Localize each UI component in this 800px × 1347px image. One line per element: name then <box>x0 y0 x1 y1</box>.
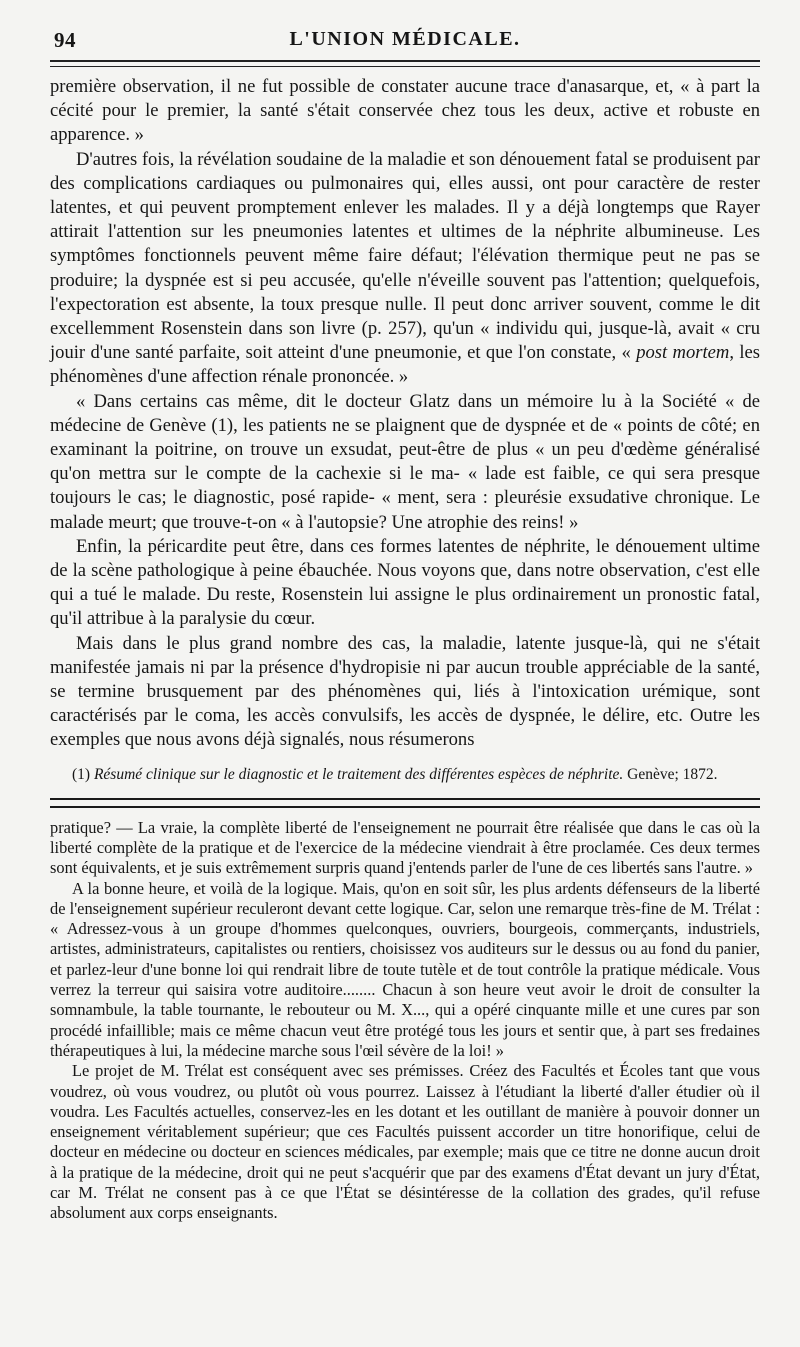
footnote-title: Résumé clinique sur le diagnostic et le traitement des différentes espèces de néphrite. <box>93 765 624 783</box>
feuilleton-paragraph-2: A la bonne heure, et voilà de la logique. Mais, qu'on en soit sûr, les plus ardents défenseurs de la liberté de l'enseignement supérieur reculeront devant cette logique. Car, selon une remarque très-fine de M. Trélat : « Adressez-vous à un groupe d'hommes quelconques, ouvriers, bourgeois, commerçants, industriels, artistes, administrateurs, capitalistes ou rentiers, choisissez vos auditeurs sur le dessus ou au fond du panier, et parlez-leur d'une bonne loi qui rendrait libre de toute tutèle et de tout contrôle la pratique médicale. Vous verrez la terreur qui saisira votre auditoire........ Chacun à son heure veut avoir le droit de consulter la somnambule, la table tournante, le rebouteur ou M. X..., qui a opéré cinquante mille et une cures par son procédé infaillible; mais ce même chacun veut être protégé tous les jours et sentir que, à part ses fredaines thérapeutiques à lui, la médecine marche sous l'œil sévère de la loi! » <box>50 878 760 1060</box>
page-header <box>50 22 760 54</box>
main-article <box>50 75 760 753</box>
header-rule <box>50 60 760 67</box>
complications-text: D'autres fois, la révélation soudaine de la maladie et son dénouement fatal se produisent par des complications cardiaques ou pulmonaires qui, elles aussi, ont pour caractère de rester latentes, et qui peuvent promptement enlever les malades. Il y a déjà longtemps que Rayer attirait l'attention sur les pneumonies latentes et ultimes de la néphrite albumineuse. Les symptômes fonctionnels peuvent même faire défaut; l'élévation thermique peut ne pas se produire; la dyspnée est si peu accusée, qu'elle n'éveille souvent pas l'attention; quelquefois, l'expectoration est absente, la toux presque nulle. Il peut donc arriver souvent, comme le dit excellemment Rosenstein dans son livre (p. 257), qu'un « individu qui, jusque-là, avait « cru jouir d'une santé parfaite, soit atteint d'une pneumonie, et que l'on constate, <box>50 148 760 364</box>
paragraph-pericardite: Enfin, la péricardite peut être, dans ces formes latentes de néphrite, le dénouement ultime de la scène pathologique à peine ébauchée. Nous voyons que, dans notre observation, c'est elle qui a tué le malade. Du reste, Rosenstein lui assigne le plus ordinairement un pronostic fatal, qu'il attribue à la paralysie du cœur. <box>50 535 760 630</box>
feuilleton-paragraph-1: pratique? — La vraie, la complète liberté de l'enseignement ne pourrait être réalisée que dans le cas où la liberté complète de la pratique et de l'exercice de la médecine viendrait à être proclamée. Ces deux termes sont équivalents, et je suis extrêmement surpris quand j'entends parler de l'une de ces libertés sans l'autre. » <box>50 817 760 878</box>
post-mortem-rest: , les phénomènes d'une affection rénale prononcée. » <box>50 342 761 388</box>
page-number: 94 <box>54 28 76 52</box>
paragraph-uremie: Mais dans le plus grand nombre des cas, la maladie, latente jusque-là, qui ne s'était manifestée jamais ni par la présence d'hydropisie ni par aucun trouble appréciable de la santé, se termine brusquement par des phénomènes qui, liés à l'intoxication urémique, sont caractérisés par le coma, les accès convulsifs, les accès de dyspnée, le délire, etc. Outre les exemples que nous avons déjà signalés, nous résumerons <box>50 632 760 751</box>
post-mortem-open-quote: « <box>621 342 637 364</box>
running-title: L'UNION MÉDICALE. <box>289 28 521 50</box>
feuilleton-separator <box>50 798 760 808</box>
paragraph-glatz-quote: « Dans certains cas même, dit le docteur Glatz dans un mémoire lu à la Société « de médecine de Genève (1), les patients ne se plaignent que de dyspnée et de « points de côté; en examinant la poitrine, on trouve un exsudat, peut-être de plus « un peu d'œdème généralisé qu'on mettra sur le compte de la cachexie si le ma- « lade est faible, ce qui sera presque toujours le cas; le diagnostic, posé rapide- « ment, sera : pleurésie exsudative chronique. Le malade meurt; que trouve-t-on « à l'autopsie? Une atrophie des reins! » <box>50 390 760 533</box>
footnote-place-date: Genève; 1872. <box>623 765 718 783</box>
footnote-marker: (1) <box>72 765 94 783</box>
feuilleton-paragraph-3: Le projet de M. Trélat est conséquent avec ses prémisses. Créez des Facultés et Écoles tant que vous voudrez, où vous voudrez, ou plutôt où vous pourrez. Laissez à l'étudiant la liberté d'aller étudier où il voudra. Les Facultés actuelles, conservez-les en les dotant et les outillant de manière à pouvoir donner un enseignement véritablement supérieur; que ces Facultés puissent accorder un titre honorifique, celui de docteur en médecine ou docteur en sciences médicales, par exemple; mais que ce titre ne donne aucun droit à la pratique de la médecine, droit qui ne peut s'acquérir que par des examens d'État devant un jury d'État, car M. Trélat ne consent pas à ce que l'État se désintéresse de la collation des grades, qu'il refuse absolument aux corps enseignants. <box>50 1061 760 1223</box>
paragraph-complications <box>50 148 760 390</box>
footnote <box>50 765 760 784</box>
post-mortem-italic: post mortem <box>636 342 730 364</box>
feuilleton <box>50 818 760 1224</box>
paragraph-observation: première observation, il ne fut possible de constater aucune trace d'anasarque, et, « à part la cécité pour le premier, la santé s'était conservée chez tous les deux, active et robuste en apparence. » <box>50 76 760 146</box>
